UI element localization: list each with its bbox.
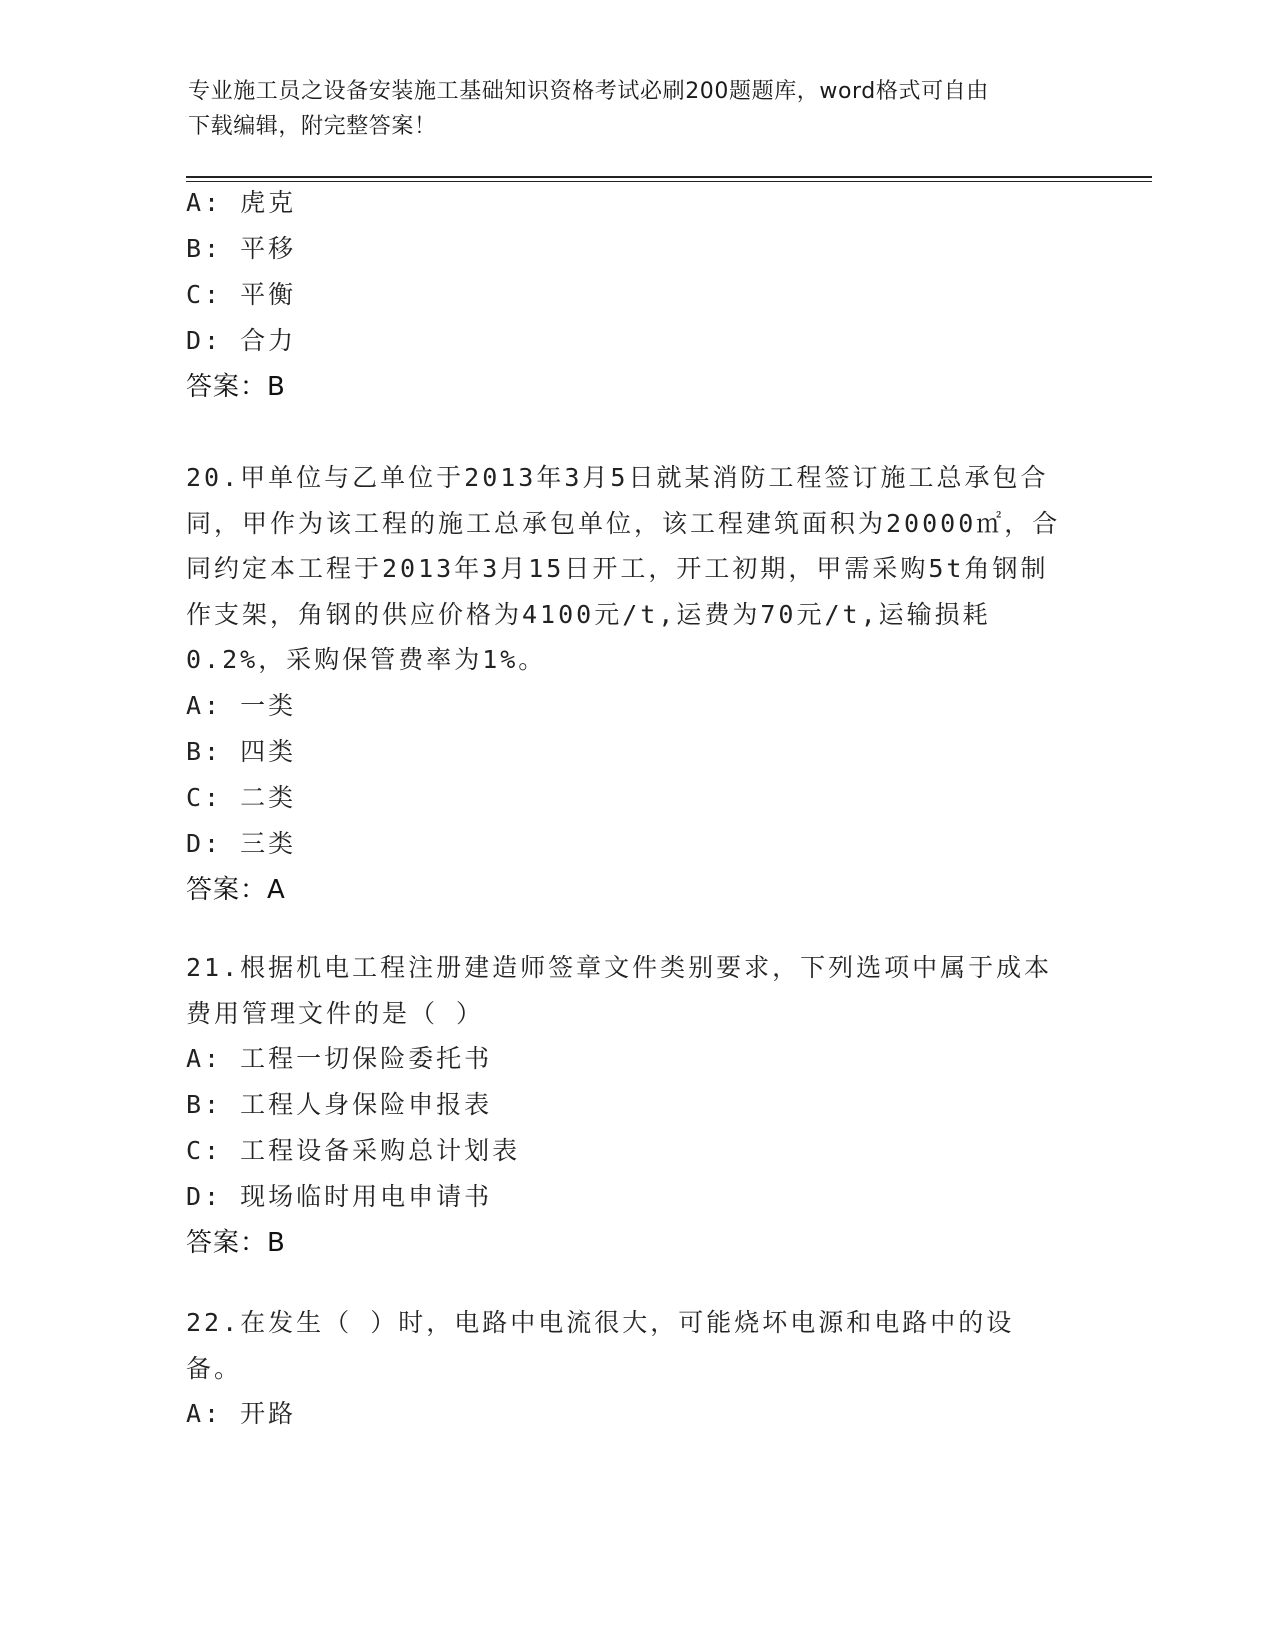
option-a: A: 工程一切保险委托书 — [186, 1044, 493, 1073]
document-header — [188, 74, 1088, 144]
option-d: D: 三类 — [186, 828, 297, 858]
question-stem: 22.在发生（ ）时，电路中电流很大，可能烧坏电源和电路中的设备。 — [186, 1308, 1015, 1383]
answer: 答案：B — [186, 1228, 286, 1258]
option-a: A: 一类 — [186, 690, 297, 720]
question-stem: 21.根据机电工程注册建造师签章文件类别要求，下列选项中属于成本费用管理文件的是（ ） — [186, 953, 1053, 1028]
option-c: C: 平衡 — [186, 280, 297, 309]
option-d: D: 合力 — [186, 326, 297, 355]
option-b: B: 四类 — [186, 736, 297, 766]
question-19 — [186, 180, 1086, 410]
option-b: B: 工程人身保险申报表 — [186, 1090, 493, 1119]
header-line-2: 下载编辑，附完整答案！ — [188, 114, 437, 139]
question-stem: 20.甲单位与乙单位于2013年3月5日就某消防工程签订施工总承包合同，甲作为该工程的施工总承包单位，该工程建筑面积为20000㎡，合同约定本工程于2013年3月15日开工，开工初期，甲需采购5t角钢制作支架，角钢的供应价格为4100元/t,运费为70元/t,运输损耗0.2%，采购保管费率为1%。 — [186, 463, 1061, 674]
option-b: B: 平移 — [186, 234, 297, 263]
option-d: D: 现场临时用电申请书 — [186, 1182, 493, 1211]
option-a: A: 开路 — [186, 1399, 297, 1428]
question-22 — [186, 1300, 1086, 1437]
option-c: C: 工程设备采购总计划表 — [186, 1136, 521, 1165]
answer: 答案：B — [186, 372, 286, 402]
answer: 答案：A — [186, 874, 286, 905]
option-a: A: 虎克 — [186, 188, 297, 217]
header-divider — [186, 176, 1152, 178]
option-c: C: 二类 — [186, 782, 297, 812]
question-20 — [186, 455, 1086, 913]
header-line-1: 专业施工员之设备安装施工基础知识资格考试必刷200题题库，word格式可自由 — [188, 79, 989, 104]
question-21 — [186, 945, 1086, 1266]
